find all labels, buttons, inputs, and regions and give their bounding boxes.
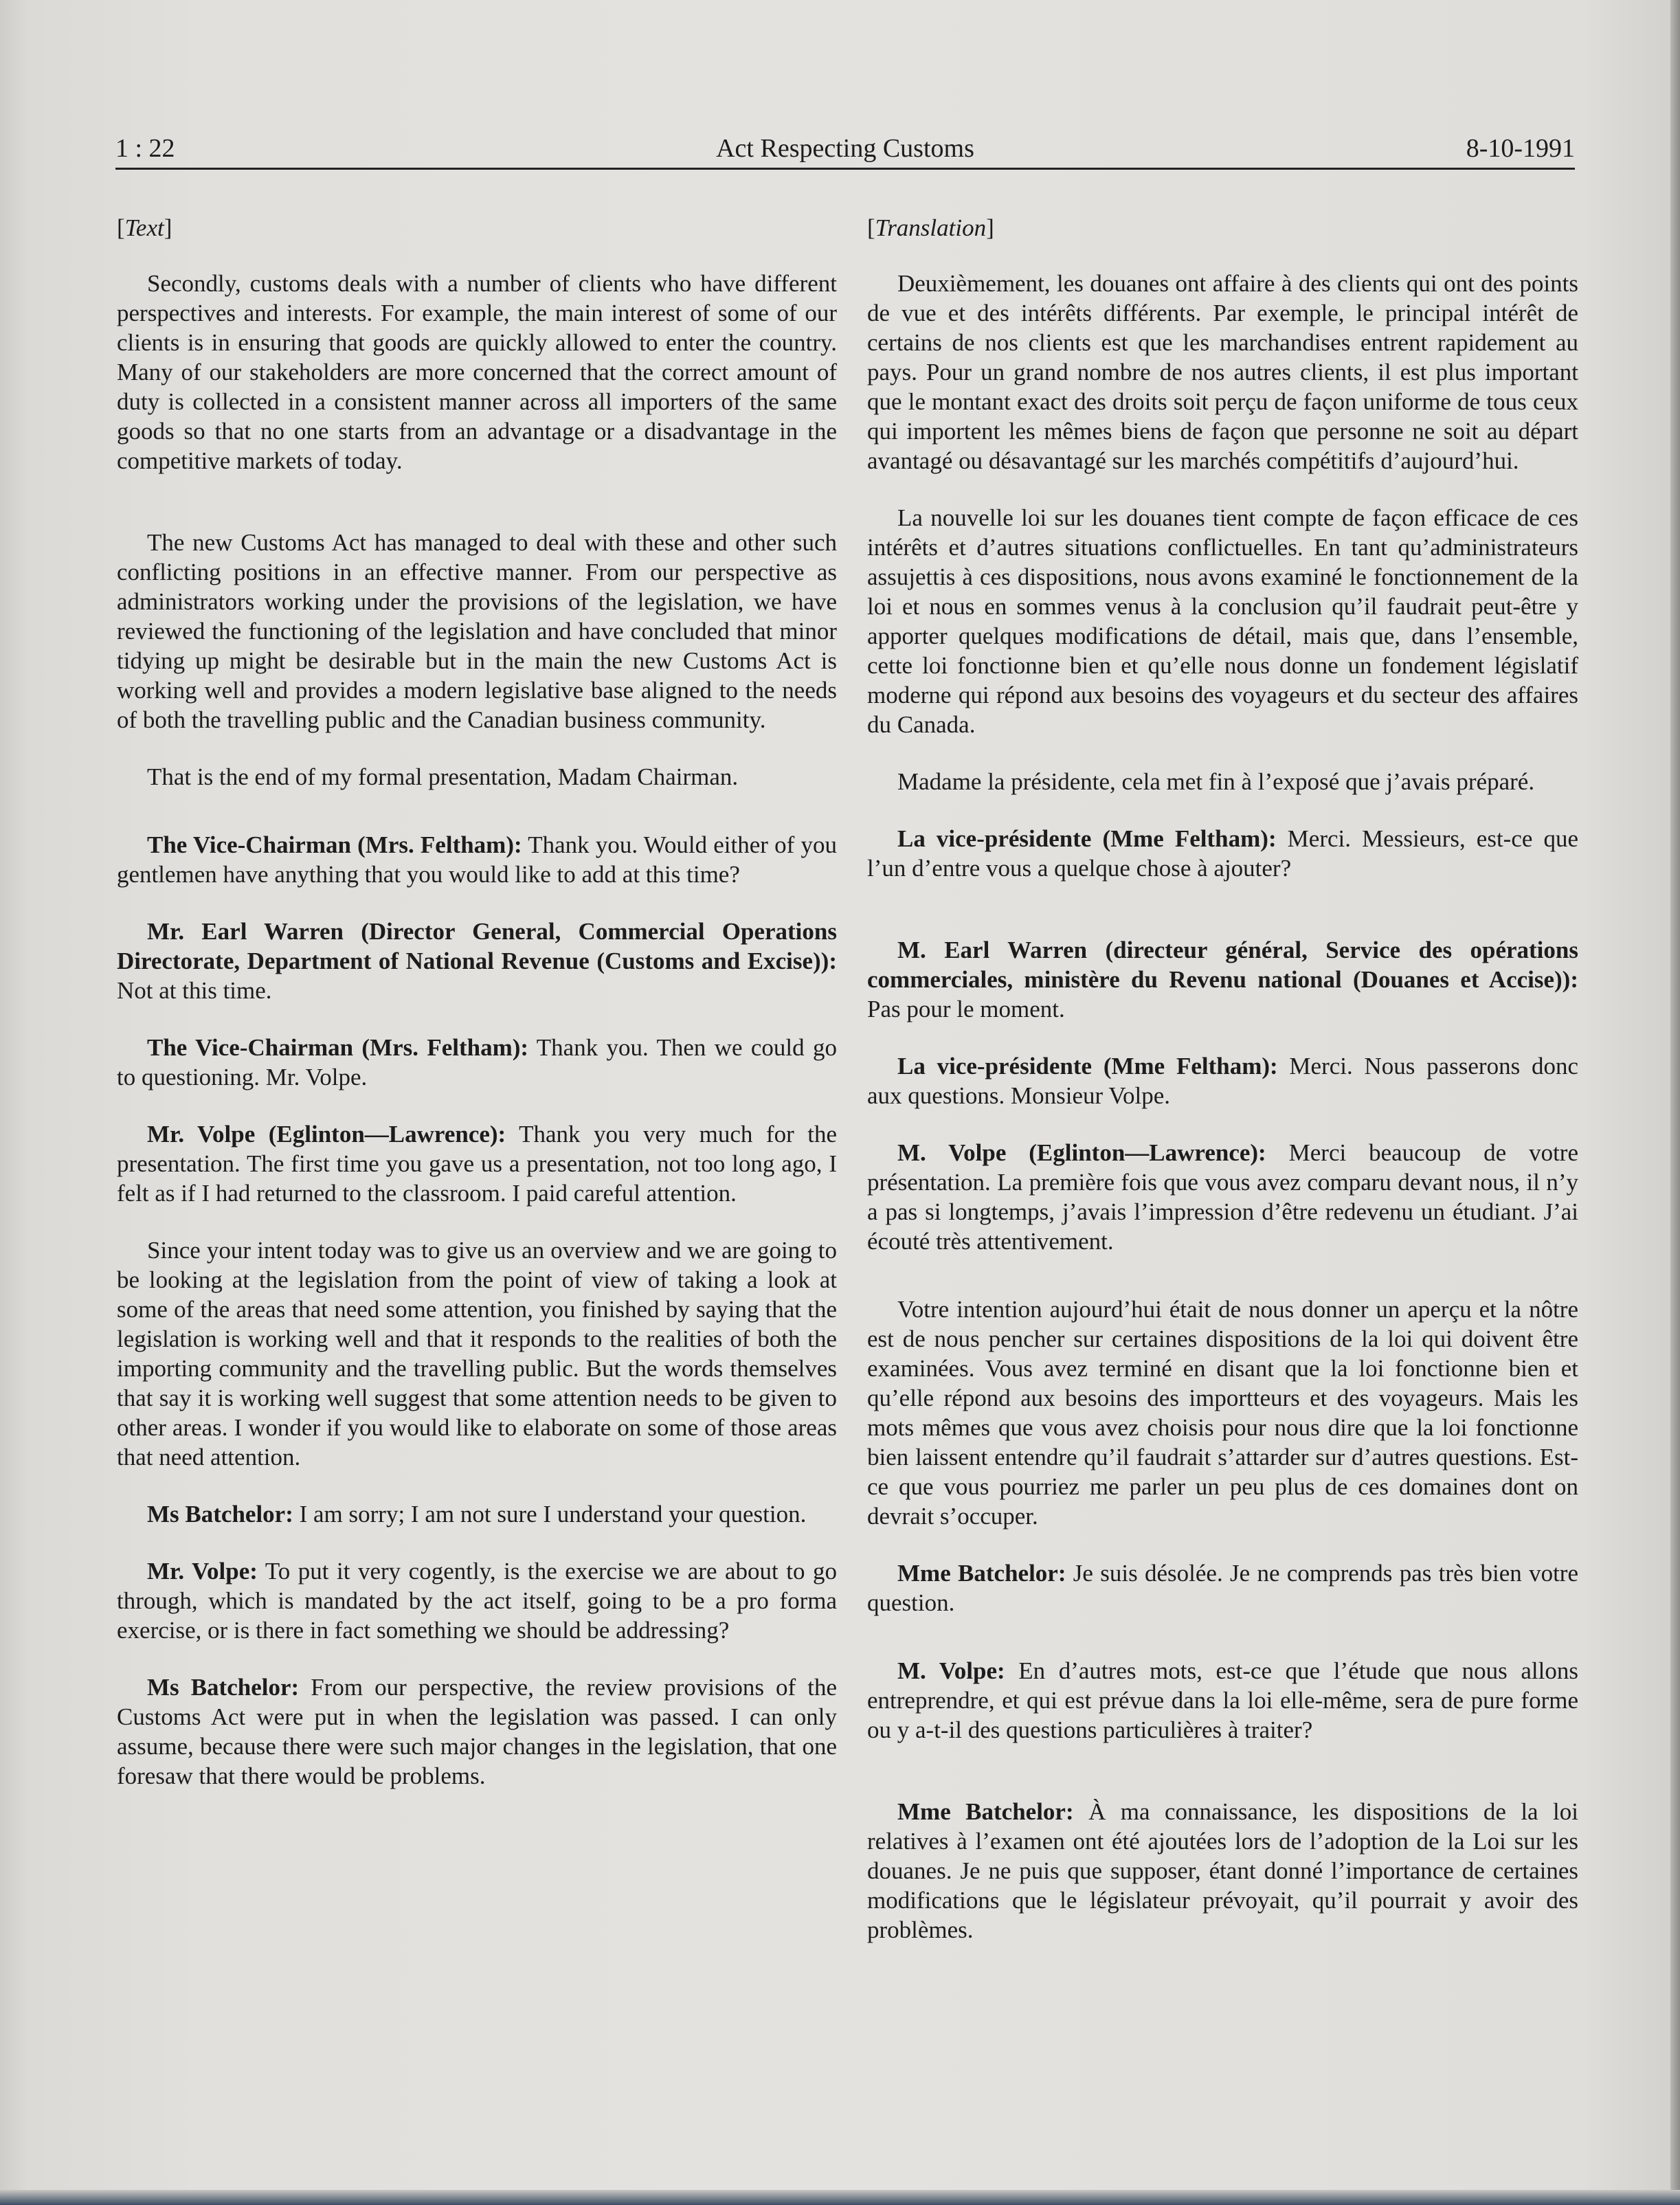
speech-text: Merci. Messieurs, est-ce que l’un d’entre vous a quelque chose à ajouter? — [867, 825, 1579, 882]
speech-text: Not at this time. — [117, 977, 272, 1004]
speech-text: From our perspective, the review provisions of the Customs Act were put in when the legislation was passed. I can only assume, because there were such major changes in the legislation, that one foresaw that there would be problems. — [117, 1674, 837, 1789]
speech-paragraph — [117, 1033, 837, 1092]
speaker-name: Mme Batchelor: — [897, 1560, 1066, 1587]
paragraph: The new Customs Act has managed to deal with these and other such conflicting positions in an effective manner. From our perspective as administrators working under the provisions of the legislation, we have reviewed the functioning of the legislation and have concluded that minor tidying up might be desirable but in the main the new Customs Act is working well and provides a modern legislative base aligned to the needs of both the travelling public and the Canadian business community. — [117, 529, 837, 733]
page-header — [115, 129, 1575, 170]
header-date: 8-10-1991 — [1466, 134, 1575, 163]
speech-text: Je suis désolée. Je ne comprends pas très bien votre question. — [867, 1560, 1578, 1616]
speech-paragraph — [867, 1138, 1578, 1256]
speech-paragraph — [867, 1797, 1578, 1945]
speech-paragraph — [867, 1656, 1578, 1745]
speaker-name: La vice-présidente (Mme Feltham): — [897, 825, 1277, 852]
english-column — [117, 206, 837, 1818]
speech-text: À ma connaissance, les dispositions de la loi relatives à l’examen ont été ajoutées lors de l’adoption de la Loi sur les douanes. Je ne puis que supposer, étant donné l’importance de certaines modifications que le législateur prévoyait, qu’il pourrait y avoir des problèmes. — [867, 1798, 1578, 1943]
paragraph: Deuxièmement, les douanes ont affaire à des clients qui ont des points de vue et des intérêts différents. Par exemple, le principal intérêt de certains de nos clients est que les marchandises entrent rapidement au pays. Pour un grand nombre de nos autres clients, il est plus important que le montant exact des droits soit perçu de façon uniforme de tous ceux qui importent les mêmes biens de façon que personne ne soit au départ avantagé ou désavantagé sur les marchés compétitifs d’aujourd’hui. — [867, 270, 1578, 474]
speech-paragraph — [867, 935, 1578, 1024]
speech-text: Votre intention aujourd’hui était de nous donner un aperçu et la nôtre est de nous pencher sur certaines dispositions de la loi qui doivent être examinées. Vous avez terminé en disant que la loi fonctionne bien et qu’elle répond aux besoins des importteurs et des voyageurs. Mais les mots mêmes que vous avez choisis pour nous dire que la loi fonctionne bien laissent entendre qu’il faudrait s’attarder sur d’autres questions. Est-ce que vous pourriez me parler un peu plus de ces domaines dont on devrait s’occuper. — [867, 1296, 1578, 1530]
speech-text: Merci. Nous passerons donc aux questions. Monsieur Volpe. — [867, 1053, 1578, 1109]
speaker-name: M. Volpe: — [897, 1657, 1005, 1684]
speech-text: Thank you. Then we could go to questioning. Mr. Volpe. — [117, 1034, 837, 1090]
paragraph: That is the end of my formal presentation, Madam Chairman. — [147, 763, 739, 790]
speech-paragraph — [117, 1235, 837, 1472]
speech-text: Thank you. Would either of you gentlemen have anything that you would like to add at this time? — [117, 831, 837, 888]
french-column — [867, 206, 1578, 1972]
running-title: Act Respecting Customs — [716, 134, 974, 163]
speaker-name: M. Earl Warren (directeur général, Service des opérations commerciales, ministère du Revenu national (Douanes et Accise)): — [867, 937, 1578, 993]
paragraph: Madame la présidente, cela met fin à l’exposé que j’avais préparé. — [897, 768, 1535, 795]
speaker-name: Mr. Earl Warren (Director General, Commercial Operations Directorate, Department of National Revenue (Customs and Excise)): — [117, 918, 837, 974]
speaker-name: Mr. Volpe: — [147, 1558, 258, 1585]
speaker-name: M. Volpe (Eglinton—Lawrence): — [897, 1139, 1266, 1166]
speech-text: Pas pour le moment. — [867, 996, 1065, 1022]
speech-text: I am sorry; I am not sure I understand your question. — [293, 1501, 807, 1527]
speaker-name: Ms Batchelor: — [147, 1501, 293, 1527]
speech-paragraph — [117, 1556, 837, 1645]
page-bottom-edge — [0, 2190, 1680, 2205]
speaker-name: Mme Batchelor: — [897, 1798, 1074, 1825]
speech-paragraph — [867, 824, 1578, 883]
speaker-name: Ms Batchelor: — [147, 1674, 300, 1701]
speech-text: Merci beaucoup de votre présentation. La première fois que vous avez comparu devant nous, il n’y a pas si longtemps, j’avais l’impression d’être redevenu un étudiant. J’ai écouté très attentivement. — [867, 1139, 1578, 1255]
speech-paragraph — [117, 1499, 837, 1529]
speech-paragraph — [867, 1051, 1578, 1110]
speaker-name: The Vice-Chairman (Mrs. Feltham): — [147, 831, 522, 858]
speech-paragraph — [117, 917, 837, 1005]
speech-paragraph — [117, 830, 837, 889]
speech-text: To put it very cogently, is the exercise we are about to go through, which is mandated by the act itself, going to be a pro forma exercise, or is there in fact something we should be addressing? — [117, 1558, 838, 1644]
speaker-name: La vice-présidente (Mme Feltham): — [897, 1053, 1278, 1079]
speech-text: En d’autres mots, est-ce que l’étude que nous allons entreprendre, et qui est prévue dans la loi elle-même, sera de pure forme ou y a-t-il des questions particulières à traiter? — [867, 1657, 1578, 1743]
speaker-name: The Vice-Chairman (Mrs. Feltham): — [147, 1034, 529, 1061]
column-label-text: [Text] — [117, 214, 172, 241]
speaker-name: Mr. Volpe (Eglinton—Lawrence): — [147, 1121, 506, 1148]
paragraph: La nouvelle loi sur les douanes tient compte de façon efficace de ces intérêts et d’autres situations conflictuelles. En tant qu’administrateurs assujettis à ces dispositions, nous avons examiné le fonctionnement de la loi et nous en sommes venus à la conclusion qu’il faudrait peut-être y apporter quelques modifications de détail, mais que, dans l’ensemble, cette loi fonctionne bien et qu’elle nous donne un fondement législatif moderne qui répond aux besoins des voyageurs et du secteur des affaires du Canada. — [867, 504, 1578, 738]
page-number: 1 : 22 — [115, 134, 175, 163]
speech-paragraph — [117, 1119, 837, 1208]
speech-text: Thank you very much for the presentation. The first time you gave us a presentation, not too long ago, I felt as if I had returned to the classroom. I paid careful attention. — [117, 1121, 837, 1207]
speech-paragraph — [867, 1295, 1578, 1531]
column-label-translation: [Translation] — [867, 214, 994, 241]
speech-paragraph — [867, 1558, 1578, 1618]
speech-text: Since your intent today was to give us an overview and we are going to be looking at the legislation from the point of view of taking a look at some of the areas that need some attention, you finished by saying that the legislation is working well and that it responds to the realities of both the importing community and the travelling public. But the words themselves that say it is working well suggest that some attention needs to be given to other areas. I wonder if you would like to elaborate on some of those areas that need attention. — [117, 1237, 837, 1470]
speech-paragraph — [117, 1672, 837, 1791]
paragraph: Secondly, customs deals with a number of clients who have different perspectives and interests. For example, the main interest of some of our clients is in ensuring that goods are quickly allowed to enter the country. Many of our stakeholders are more concerned that the correct amount of duty is collected in a consistent manner across all importers of the same goods so that no one starts from an advantage or a disadvantage in the competitive markets of today. — [117, 270, 837, 474]
book-spine-edge — [1670, 0, 1680, 2205]
